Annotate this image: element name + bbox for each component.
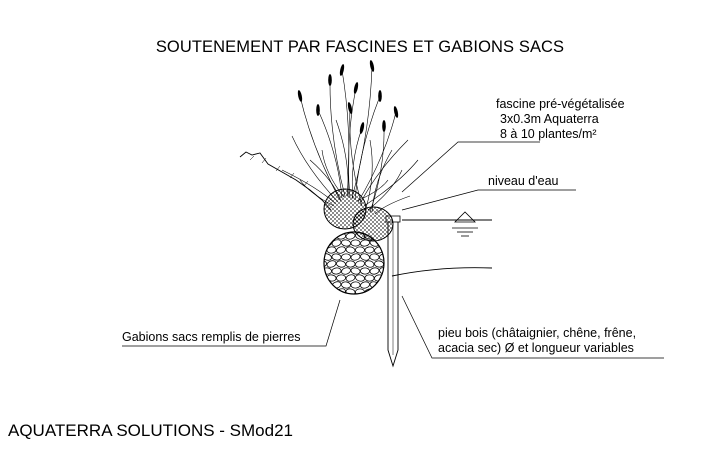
label-gabion: Gabions sacs remplis de pierres bbox=[122, 330, 301, 344]
page-title: SOUTENEMENT PAR FASCINES ET GABIONS SACS bbox=[155, 38, 565, 56]
label-stake bbox=[438, 326, 636, 356]
label-fascine-line2: 3x0.3m Aquaterra bbox=[500, 112, 599, 126]
slope-hatching bbox=[250, 156, 308, 186]
label-water-level: niveau d'eau bbox=[488, 174, 559, 188]
footer-credit: AQUATERRA SOLUTIONS - SMod21 bbox=[8, 421, 293, 440]
embankment-profile bbox=[240, 152, 331, 210]
water-level-symbol bbox=[452, 212, 478, 236]
label-fascine bbox=[496, 97, 625, 142]
label-fascine-line3: 8 à 10 plantes/m² bbox=[500, 127, 597, 141]
wooden-stake bbox=[386, 216, 400, 366]
gabion-sack bbox=[317, 232, 399, 297]
label-fascine-line1: fascine pré-végétalisée bbox=[496, 97, 625, 111]
label-stake-line1: pieu bois (châtaignier, chêne, frêne, bbox=[438, 326, 637, 340]
fascine-roll-upper bbox=[297, 185, 393, 233]
riverbed-line bbox=[392, 268, 492, 276]
label-stake-line2: acacia sec) Ø et longueur variables bbox=[438, 341, 634, 355]
